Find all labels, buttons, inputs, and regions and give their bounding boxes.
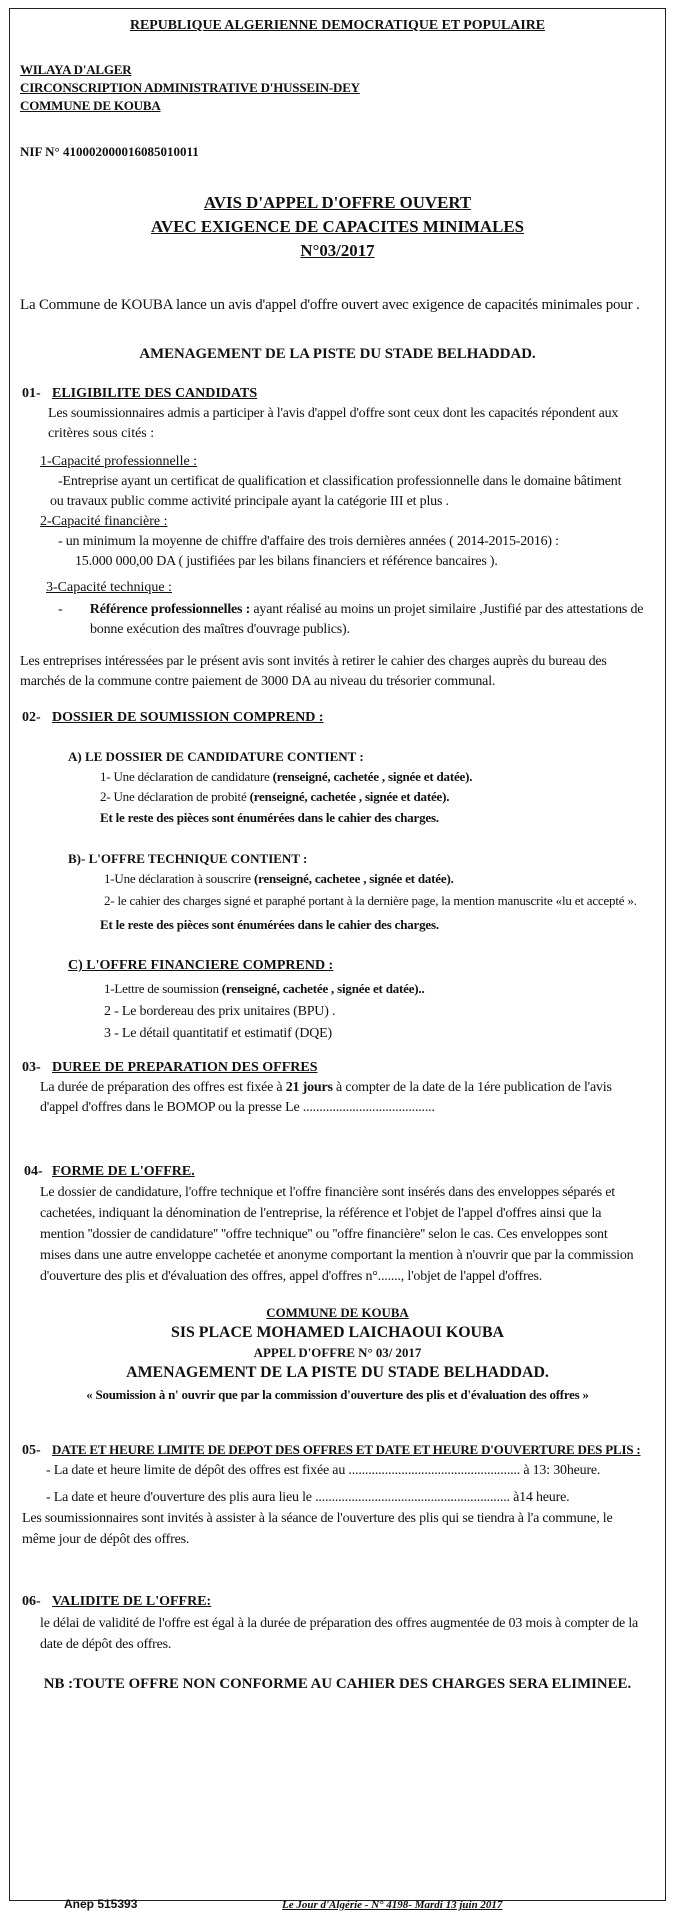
s05-text: même jour de dépôt des offres.	[22, 1532, 190, 1547]
s01-text: marchés de la commune contre paiement de 3000 DA au niveau du trésorier communal.	[20, 674, 496, 689]
s03-number: 03-	[22, 1060, 41, 1075]
ref-pro-text: ayant réalisé au moins un projet similaire ,Justifié par des attestations de	[250, 602, 644, 617]
text: à compter de la date de la 1ére publication de l'avis	[332, 1080, 612, 1095]
s01-text: Les soumissionnaires admis a participer à l'avis d'appel d'offre sont ceux dont les capacités répondent aux	[48, 406, 619, 421]
envelope-commune: COMMUNE DE KOUBA	[266, 1305, 409, 1320]
s05-text: - La date et heure limite de dépôt des offres est fixée au .................................................... à 13: 30heure.	[46, 1463, 601, 1478]
s04-text: mises dans une autre enveloppe cachetée et anonyme comportant la mention à n'ouvrir que par la commission	[40, 1248, 634, 1263]
intro-text: La Commune de KOUBA lance un avis d'appel d'offre ouvert avec exigence de capacités minimales pour .	[20, 297, 640, 313]
s03-text	[40, 1080, 612, 1096]
s04-text: Le dossier de candidature, l'offre technique et l'offre financière sont insérés dans des enveloppes séparés et	[40, 1185, 615, 1200]
s03-text: d'appel d'offres dans le BOMOP ou la presse Le ........................................	[40, 1100, 435, 1115]
s06-number: 06-	[22, 1594, 41, 1609]
duration: 21 jours	[285, 1080, 333, 1095]
s03-heading: DUREE DE PREPARATION DES OFFRES	[52, 1060, 318, 1075]
dossier-c-label: C) L'OFFRE FINANCIERE COMPREND :	[68, 958, 334, 973]
dossier-b-note: Et le reste des pièces sont énumérées dans le cahier des charges.	[100, 917, 439, 932]
dossier-b-label: B)- L'OFFRE TECHNIQUE CONTIENT :	[68, 851, 308, 866]
item-text: 1-Lettre de soumission	[104, 981, 222, 996]
circonscription-line: CIRCONSCRIPTION ADMINISTRATIVE D'HUSSEIN-DEY	[20, 80, 360, 95]
wilaya-line: WILAYA D'ALGER	[20, 62, 132, 77]
project-title: AMENAGEMENT DE LA PISTE DU STADE BELHADDAD.	[139, 346, 536, 362]
nif-number: NIF N° 410002000016085010011	[20, 144, 199, 159]
s02-number: 02-	[22, 710, 41, 725]
ref-pro-label: Référence professionnelles :	[89, 602, 251, 617]
s06-heading: VALIDITE DE L'OFFRE:	[52, 1594, 212, 1609]
dossier-a-item	[100, 790, 449, 805]
item-note: (renseigné, cachetée , signée et datée)..	[221, 981, 425, 996]
newspaper-reference: Le Jour d'Algérie - N° 4198- Mardi 13 juin 2017	[282, 1899, 503, 1911]
dossier-a-item	[100, 770, 472, 785]
dossier-a-note: Et le reste des pièces sont énumérées dans le cahier des charges.	[100, 810, 439, 825]
s04-text: cachetées, indiquant la dénomination de l'entreprise, la référence et l'objet de l'appel d'offres ainsi que la	[40, 1206, 602, 1221]
item-text: 1- Une déclaration de candidature	[100, 769, 273, 784]
dossier-c-item: 2 - Le bordereau des prix unitaires (BPU) .	[104, 1004, 336, 1019]
item-text: 1-Une déclaration à souscrire	[104, 871, 254, 886]
capacity-professional-label: 1-Capacité professionnelle :	[40, 454, 198, 469]
s01-text: critères sous cités :	[48, 426, 155, 441]
s01-text: ou travaux public comme activité principale ayant la catégorie III et plus .	[50, 494, 449, 509]
nb-warning: NB :TOUTE OFFRE NON CONFORME AU CAHIER DES CHARGES SERA ELIMINEE.	[43, 1676, 632, 1692]
s05-text: Les soumissionnaires sont invités à assister à la séance de l'ouverture des plis qui se tiendra à l'a commune, le	[22, 1511, 613, 1526]
dossier-a-label: A) LE DOSSIER DE CANDIDATURE CONTIENT :	[68, 749, 364, 764]
capacity-financial-label: 2-Capacité financière :	[40, 514, 168, 529]
s05-number: 05-	[22, 1443, 41, 1458]
s01-text: -Entreprise ayant un certificat de qualification et classification professionnelle dans le domaine bâtiment	[58, 474, 622, 489]
s04-text: d'ouverture des plis et d'évaluation des offres, appel d'offres n°......., l'objet de l'appel d'offres.	[40, 1269, 543, 1284]
s01-text: 15.000 000,00 DA ( justifiées par les bilans financiers et référence bancaires ).	[75, 554, 498, 569]
s01-text: Les entreprises intéressées par le présent avis sont invités à retirer le cahier des charges auprès du bureau des	[20, 654, 607, 669]
dossier-b-item	[104, 872, 454, 887]
s01-text: bonne exécution des maîtres d'ouvrage publics).	[90, 622, 350, 637]
anep-reference: Anep 515393	[64, 1897, 138, 1911]
item-text: 2- Une déclaration de probité	[100, 789, 250, 804]
s06-text: le délai de validité de l'offre est égal à la durée de préparation des offres augmentée de 03 mois à compter de la	[40, 1616, 639, 1631]
commune-line: COMMUNE DE KOUBA	[20, 98, 161, 113]
s01-technical-ref	[58, 602, 643, 618]
item-note: (renseigné, cachetée , signée et datée).	[272, 769, 473, 784]
item-note: (renseigné, cachetée , signée et datée).	[249, 789, 450, 804]
s04-text: mention ''dossier de candidature'' ''offre technique'' ou ''offre financière'' selon le cas. Ces enveloppes sont	[40, 1227, 608, 1242]
bullet-dash: -	[58, 602, 63, 617]
envelope-project: AMENAGEMENT DE LA PISTE DU STADE BELHADDAD.	[126, 1364, 549, 1381]
text: La durée de préparation des offres est fixée à	[40, 1080, 286, 1095]
envelope-appel: APPEL D'OFFRE N° 03/ 2017	[253, 1345, 422, 1360]
title-line-1: AVIS D'APPEL D'OFFRE OUVERT	[203, 193, 472, 212]
s04-number: 04-	[24, 1164, 43, 1179]
republic-header: REPUBLIQUE ALGERIENNE DEMOCRATIQUE ET POPULAIRE	[129, 18, 546, 33]
item-note: (renseigné, cachetee , signée et datée).	[253, 871, 454, 886]
envelope-address: SIS PLACE MOHAMED LAICHAOUI KOUBA	[170, 1324, 505, 1341]
title-line-3: N°03/2017	[300, 241, 375, 260]
s04-heading: FORME DE L'OFFRE.	[52, 1164, 195, 1179]
s05-heading: DATE ET HEURE LIMITE DE DEPOT DES OFFRES ET DATE ET HEURE D'OUVERTURE DES PLIS :	[52, 1442, 641, 1457]
s06-text: date de dépôt des offres.	[40, 1637, 172, 1652]
title-line-2: AVEC EXIGENCE DE CAPACITES MINIMALES	[151, 217, 524, 236]
dossier-c-item: 3 - Le détail quantitatif et estimatif (DQE)	[104, 1026, 332, 1041]
capacity-technical-label: 3-Capacité technique :	[46, 580, 172, 595]
s05-text: - La date et heure d'ouverture des plis aura lieu le ........................................................... à14 heure.	[46, 1490, 570, 1505]
s01-number: 01-	[22, 386, 41, 401]
envelope-notice: « Soumission à n' ouvrir que par la commission d'ouverture des plis et d'évaluation des offres »	[86, 1387, 589, 1402]
dossier-b-item: 2- le cahier des charges signé et paraphé portant à la dernière page, la mention manuscrite «lu et accepté ».	[104, 893, 637, 908]
dossier-c-item	[104, 982, 425, 997]
s01-text: - un minimum la moyenne de chiffre d'affaire des trois dernières années ( 2014-2015-2016) :	[58, 534, 559, 549]
s02-heading: DOSSIER DE SOUMISSION COMPREND :	[52, 710, 324, 725]
s01-heading: ELIGIBILITE DES CANDIDATS	[52, 386, 258, 401]
